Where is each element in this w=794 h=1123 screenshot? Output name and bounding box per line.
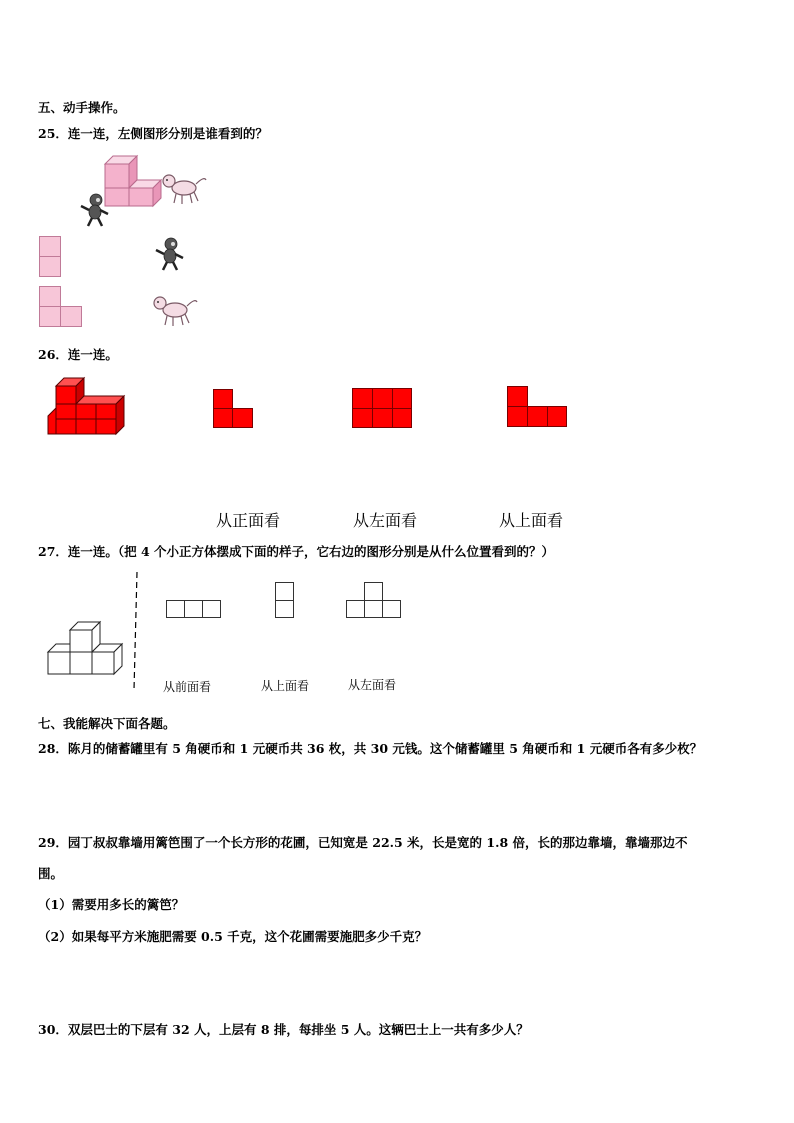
question-29-sub1: （1）需要用多长的篱笆？ — [38, 897, 185, 912]
q26-label-front: 从正面看 — [216, 511, 281, 530]
question-27: 27．连一连。（把 4 个小正方体摆成下面的样子，它右边的图形分别是从什么位置看到的？） — [38, 544, 555, 559]
q27-label-front: 从前面看 — [163, 680, 212, 694]
dog-icon — [150, 292, 200, 328]
q26-red-cubes — [44, 374, 126, 436]
dashed-divider — [132, 570, 140, 692]
question-29-line2: 围。 — [38, 866, 64, 881]
section-title-7: 七、我能解决下面各题。 — [38, 716, 176, 731]
question-28: 28．陈月的储蓄罐里有 5 角硬币和 1 元硬币共 36 枚，共 30 元钱。这个储蓄罐里 5 角硬币和 1 元硬币各有多少枚？ — [38, 741, 703, 756]
question-29-sub2: （2）如果每平方米施肥需要 0.5 千克，这个花圃需要施肥多少千克？ — [38, 929, 428, 944]
question-29-line1: 29．园丁叔叔靠墙用篱笆围了一个长方形的花圃，已知宽是 22.5 米，长是宽的 1.8 倍，长的那边靠墙，靠墙那边不 — [38, 835, 688, 850]
q26-label-top: 从上面看 — [499, 511, 564, 530]
question-30: 30．双层巴士的下层有 32 人，上层有 8 排，每排坐 5 人。这辆巴士上一共有多少人？ — [38, 1022, 529, 1037]
q26-label-left: 从左面看 — [353, 511, 418, 530]
section-title-5: 五、动手操作。 — [38, 100, 126, 115]
question-26: 26．连一连。 — [38, 347, 118, 362]
monkey-icon — [152, 236, 188, 272]
dog-icon — [160, 170, 208, 206]
q27-label-top: 从上面看 — [261, 679, 310, 693]
q27-cube-figure — [44, 618, 124, 678]
monkey-icon — [78, 192, 112, 228]
q27-label-left: 从左面看 — [348, 678, 397, 692]
question-25: 25．连一连，左侧图形分别是谁看到的？ — [38, 126, 268, 141]
